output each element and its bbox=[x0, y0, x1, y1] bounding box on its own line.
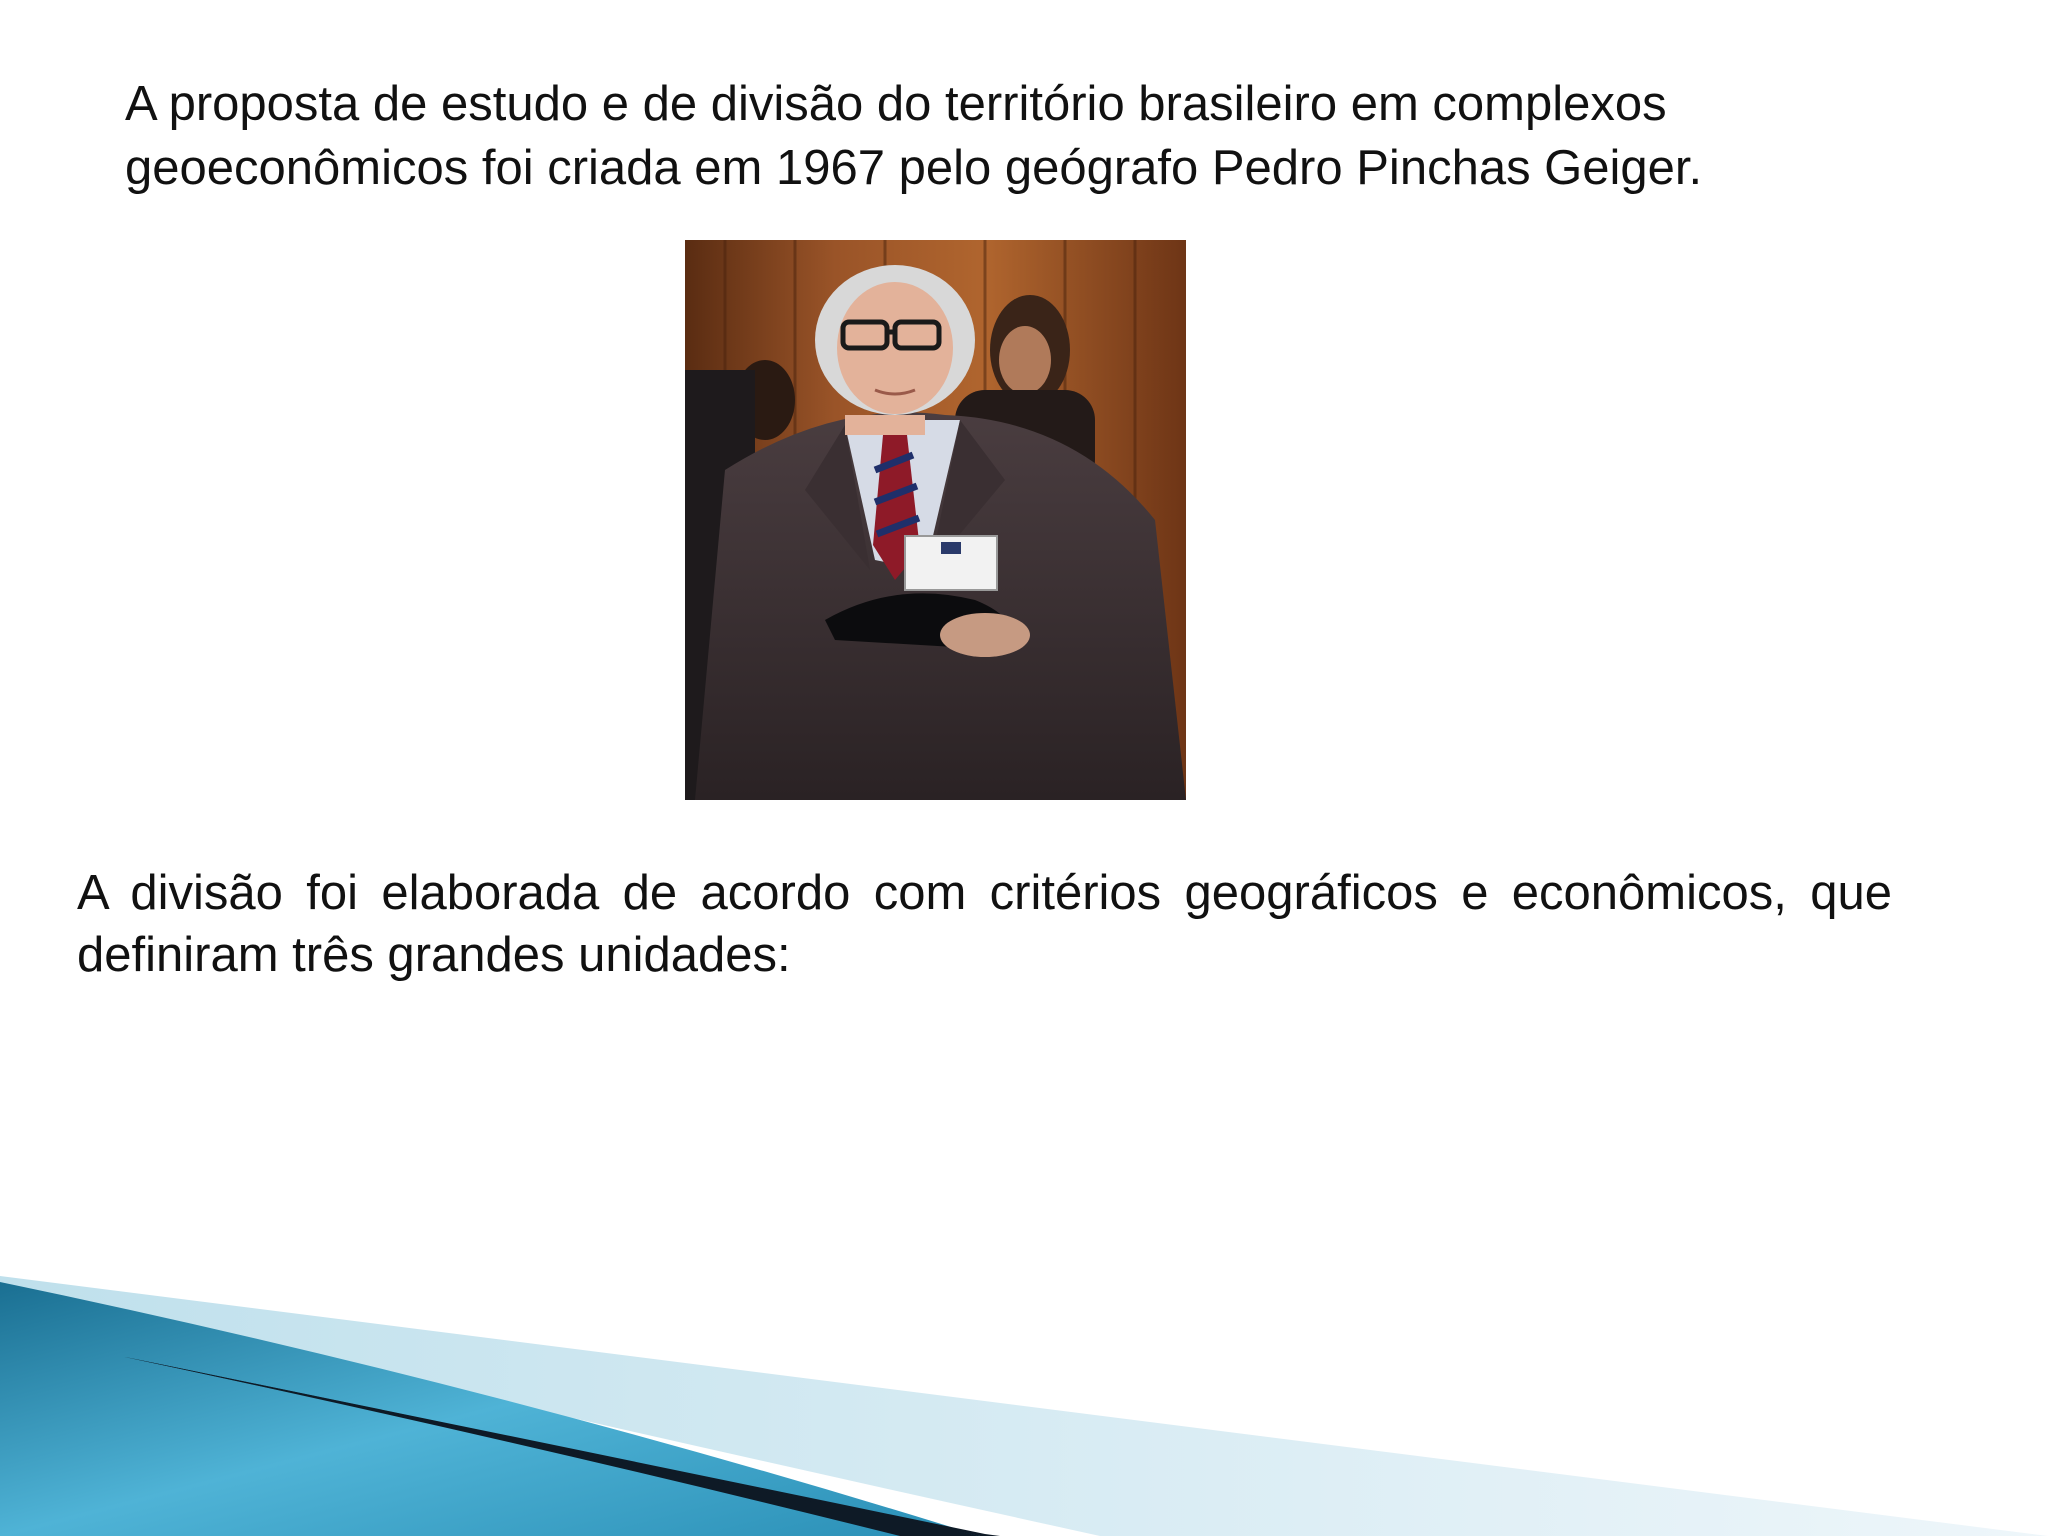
decorative-swoosh bbox=[0, 1276, 2048, 1536]
division-paragraph: A divisão foi elaborada de acordo com critérios geográficos e econômicos, que definiram três grandes unidades: bbox=[77, 866, 1892, 982]
portrait-photo bbox=[685, 240, 1186, 800]
intro-paragraph: A proposta de estudo e de divisão do território brasileiro em complexos geoeconômicos foi criada em 1967 pelo geógrafo Pedro Pinchas Geiger. bbox=[125, 77, 1703, 195]
